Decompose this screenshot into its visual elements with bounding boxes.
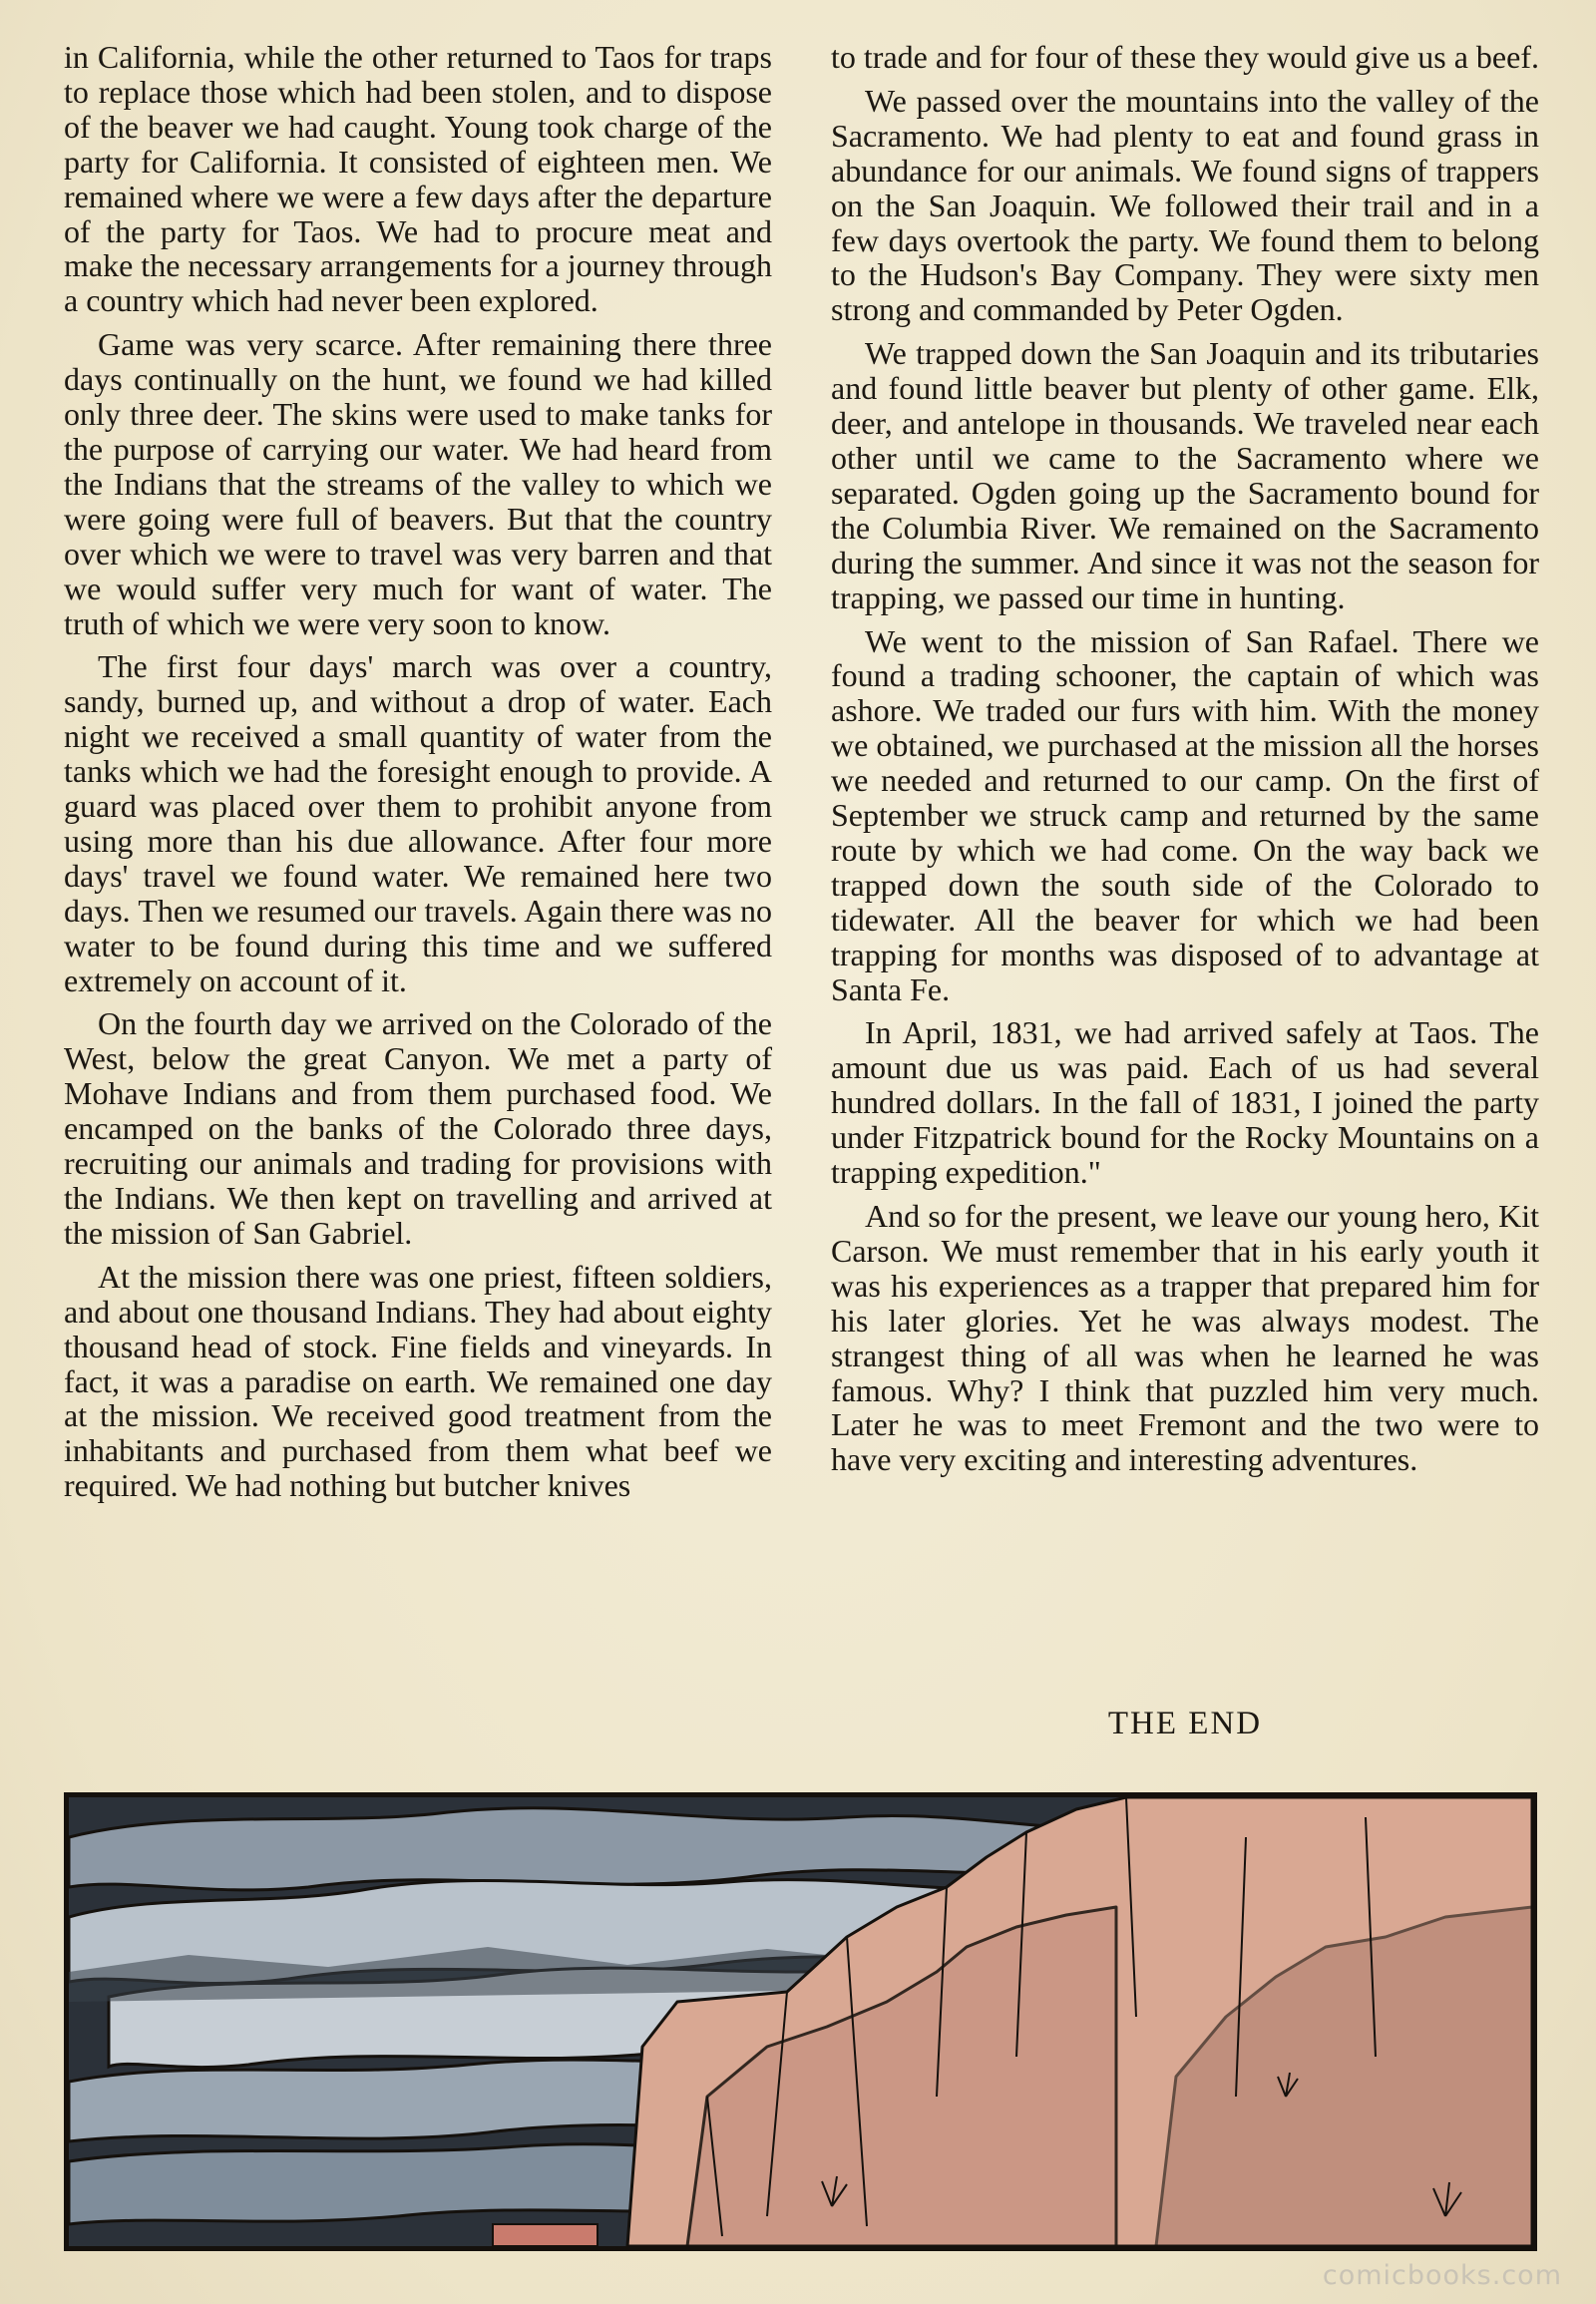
paragraph: And so for the present, we leave our young hero, Kit Carson. We must remember that in his early youth it was his experiences as a trapper that prepared him for his later glories. Yet he was always modest. The strangest thing of all was when he learned he was famous. Why? I think that puzzled him very much. Later he was to meet Fremont and the two were to have very exciting and interesting adventures. (831, 1198, 1539, 1478)
paragraph: Game was very scarce. After remaining there three days continually on the hunt, we found we had killed only three deer. The skins were used to make tanks for the purpose of carrying our water. We had heard from the Indians that the streams of the valley to which we were going were full of beavers. But that the country over which we were to travel was very barren and that we would suffer very much for want of water. The truth of which we were very soon to know. (64, 326, 772, 641)
paragraph: to trade and for four of these they would give us a beef. (831, 39, 1539, 75)
paragraph: We went to the mission of San Rafael. There we found a trading schooner, the captain of which was ashore. We traded our furs with him. With the money we obtained, we purchased at the mission all the horses we needed and returned to our camp. On the first of September we struck camp and returned by the same route by which we had come. On the way back we trapped down the south side of the Colorado to tidewater. All the beaver for which we had been trapping for months was disposed of to advantage at Santa Fe. (831, 622, 1539, 1007)
the-end-heading: THE END (1107, 1706, 1263, 1741)
paragraph: At the mission there was one priest, fifteen soldiers, and about one thousand Indians. They had about eighty thousand head of stock. Fine fields and vineyards. In fact, it was a paradise on earth. We remained one day at the mission. We received good treatment from the inhabitants and purchased from them what beef we required. We had nothing but butcher knives (64, 1258, 772, 1504)
small-building (493, 2224, 598, 2246)
left-text-column (64, 40, 772, 1512)
paragraph: in California, while the other returned to Taos for traps to replace those which had been stolen, and to dispose of the beaver we had caught. Young took charge of the party for California. It consisted of eighteen men. We remained where we were a few days after the departure of the party for Taos. We had to procure meat and make the necessary arrangements for a journey through a country which had never been explored. (64, 39, 772, 319)
site-watermark: comicbooks.com (1322, 2260, 1562, 2291)
paragraph: In April, 1831, we had arrived safely at Taos. The amount due us was paid. Each of us had several hundred dollars. In the fall of 1831, I joined the party under Fitzpatrick bound for the Rocky Mountains on a trapping expedition." (831, 1014, 1539, 1191)
illustration-panel (64, 1792, 1537, 2251)
right-text-column (831, 40, 1539, 1486)
paragraph: On the fourth day we arrived on the Colorado of the West, below the great Canyon. We met a party of Mohave Indians and from them purchased food. We encamped on the banks of the Colorado three days, recruiting our animals and trading for provisions with the Indians. We then kept on travelling and arrived at the mission of San Gabriel. (64, 1005, 772, 1251)
paragraph: We trapped down the San Joaquin and its tributaries and found little beaver but plenty of other game. Elk, deer, and antelope in thousands. We traveled near each other until we came to the Sacramento where we separated. Ogden going up the Sacramento bound for the Columbia River. We remained on the Sacramento during the summer. And since it was not the season for trapping, we passed our time in hunting. (831, 335, 1539, 615)
paragraph: We passed over the mountains into the valley of the Sacramento. We had plenty to eat and found grass in abundance for our animals. We found signs of trappers on the San Joaquin. We followed their trail and in a few days overtook the party. We found them to belong to the Hudson's Bay Company. They were sixty men strong and commanded by Peter Ogden. (831, 82, 1539, 328)
landscape-illustration (69, 1797, 1532, 2246)
paragraph: The first four days' march was over a country, sandy, burned up, and without a drop of water. Each night we received a small quantity of water from the tanks which we had the foresight enough to provide. A guard was placed over them to prohibit anyone from using more than his due allowance. After four more days' travel we found water. We remained here two days. Then we resumed our travels. Again there was no water to be found during this time and we suffered extremely on account of it. (64, 648, 772, 998)
